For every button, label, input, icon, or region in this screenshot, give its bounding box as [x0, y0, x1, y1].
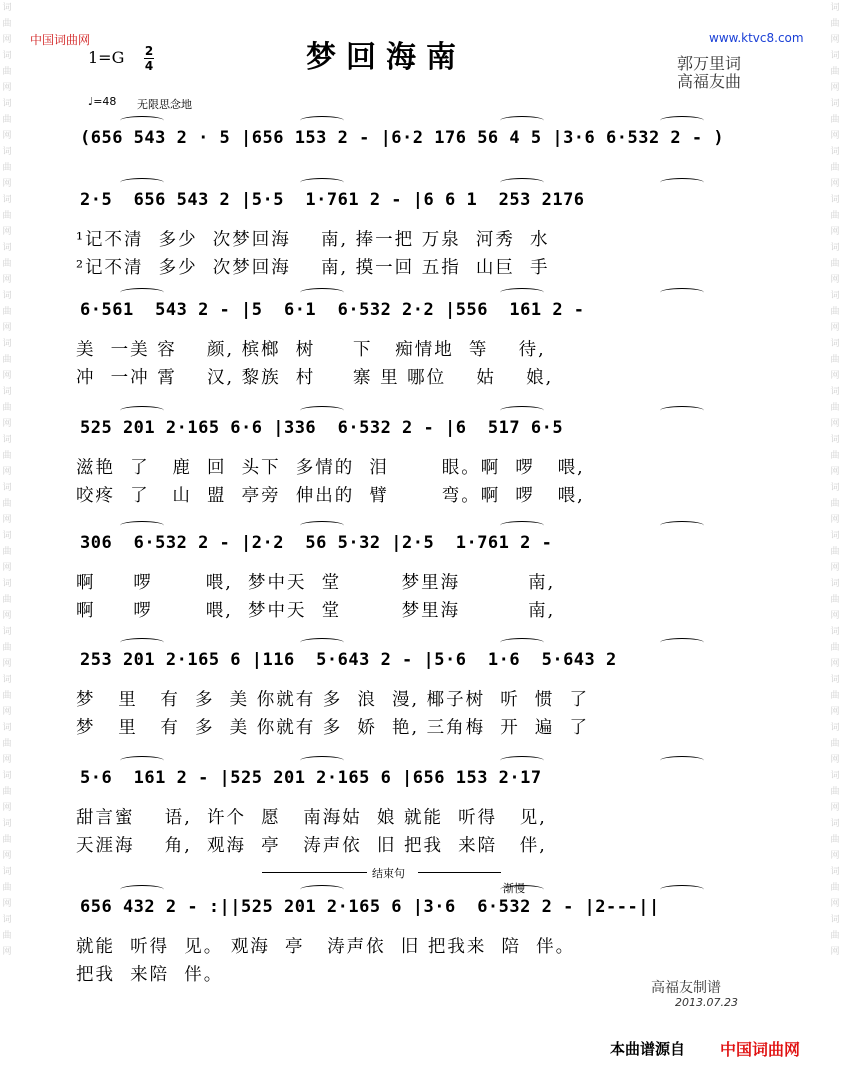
- watermark-char: 词: [2, 771, 12, 781]
- footer-site-link[interactable]: 中国词曲网: [720, 1040, 801, 1059]
- watermark-char: 词: [2, 675, 12, 685]
- watermark-char: 曲: [2, 547, 12, 557]
- slur-mark: [120, 885, 164, 894]
- watermark-char: 词: [830, 195, 840, 205]
- watermark-char: 词: [2, 339, 12, 349]
- watermark-char: 词: [2, 483, 12, 493]
- watermark-char: 曲: [2, 355, 12, 365]
- watermark-char: 曲: [2, 883, 12, 893]
- tempo-mark: ♩=48: [88, 95, 117, 108]
- ending-bracket-right: [418, 872, 501, 873]
- watermark-char: 网: [830, 227, 840, 237]
- watermark-char: 曲: [2, 211, 12, 221]
- slur-mark: [120, 521, 164, 530]
- notation-line: 656 432 2 - :||525 201 2·165 6 |3·6 6·532 2 - |2---||: [80, 897, 660, 917]
- watermark-char: 曲: [830, 787, 840, 797]
- watermark-char: 曲: [2, 499, 12, 509]
- watermark-char: 曲: [830, 451, 840, 461]
- watermark-char: 曲: [830, 595, 840, 605]
- watermark-char: 网: [2, 275, 12, 285]
- watermark-char: 曲: [830, 67, 840, 77]
- watermark-char: 曲: [2, 259, 12, 269]
- lyric-line: 梦 里 有 多 美 你就有 多 浪 漫, 椰子树 听 惯 了: [76, 690, 590, 710]
- slur-mark: [500, 638, 544, 647]
- slur-mark: [300, 885, 344, 894]
- watermark-char: 网: [2, 803, 12, 813]
- slur-mark: [500, 178, 544, 187]
- lyric-line: 天涯海 角, 观海 亭 涛声依 旧 把我 来陪 伴,: [76, 836, 547, 856]
- slur-mark: [120, 406, 164, 415]
- watermark-char: 网: [830, 131, 840, 141]
- expression-mark: 无限思念地: [137, 98, 192, 111]
- watermark-char: 网: [2, 35, 12, 45]
- watermark-char: 词: [830, 339, 840, 349]
- slur-mark: [300, 116, 344, 125]
- page-title: 梦回海南: [306, 40, 466, 75]
- slur-mark: [500, 756, 544, 765]
- watermark-char: 曲: [2, 163, 12, 173]
- watermark-char: 词: [830, 723, 840, 733]
- watermark-char: 词: [830, 771, 840, 781]
- slur-mark: [300, 638, 344, 647]
- watermark-char: 词: [830, 147, 840, 157]
- notation-line: 253 201 2·165 6 |116 5·643 2 - |5·6 1·6 5·643 2: [80, 650, 617, 670]
- watermark-char: 词: [830, 627, 840, 637]
- slur-mark: [120, 756, 164, 765]
- beam-guide: [82, 672, 742, 673]
- lyric-line: 冲 一冲 霄 汉, 黎族 村 寨 里 哪位 姑 娘,: [76, 368, 554, 388]
- notation-line: 2·5 656 543 2 |5·5 1·761 2 - |6 6 1 253 2176: [80, 190, 585, 210]
- lyric-line: 啊 啰 喂, 梦中天 堂 梦里海 南,: [76, 573, 556, 593]
- watermark-char: 曲: [830, 403, 840, 413]
- watermark-char: 网: [830, 35, 840, 45]
- slur-mark: [120, 116, 164, 125]
- watermark-char: 词: [830, 675, 840, 685]
- ending-bracket-left: [262, 872, 367, 873]
- watermark-char: 词: [830, 291, 840, 301]
- slur-mark: [120, 178, 164, 187]
- time-signature-top: 2: [144, 44, 154, 58]
- watermark-char: 词: [830, 387, 840, 397]
- slur-mark: [500, 521, 544, 530]
- watermark-char: 网: [830, 515, 840, 525]
- ending-label: 结束句: [372, 867, 405, 880]
- watermark-char: 网: [2, 323, 12, 333]
- watermark-char: 网: [2, 83, 12, 93]
- beam-guide: [82, 322, 742, 323]
- notation-line: 6·561 543 2 - |5 6·1 6·532 2·2 |556 161 2 -: [80, 300, 585, 320]
- watermark-char: 词: [830, 867, 840, 877]
- site-watermark-name: 中国词曲网: [30, 33, 91, 47]
- watermark-char: 网: [2, 851, 12, 861]
- slur-mark: [660, 178, 704, 187]
- watermark-char: 曲: [2, 451, 12, 461]
- lyric-line: 美 一美 容 颜, 槟榔 树 下 痴情地 等 待,: [76, 340, 546, 360]
- lyric-line: 把我 来陪 伴。: [76, 965, 224, 985]
- watermark-char: 词: [2, 627, 12, 637]
- slur-mark: [660, 521, 704, 530]
- watermark-char: 词: [2, 147, 12, 157]
- slur-mark: [300, 521, 344, 530]
- right-watermark-column: [828, 0, 842, 1085]
- composer-credit: 高福友曲: [677, 72, 742, 91]
- watermark-char: 曲: [830, 163, 840, 173]
- lyric-line: 梦 里 有 多 美 你就有 多 娇 艳, 三角梅 开 遍 了: [76, 718, 590, 738]
- lyricist-credit: 郭万里词: [677, 54, 742, 73]
- watermark-char: 网: [830, 275, 840, 285]
- watermark-char: 网: [2, 947, 12, 957]
- watermark-char: 词: [2, 387, 12, 397]
- watermark-char: 曲: [830, 115, 840, 125]
- slur-mark: [300, 288, 344, 297]
- notation-line: 306 6·532 2 - |2·2 56 5·32 |2·5 1·761 2 -: [80, 533, 553, 553]
- watermark-char: 曲: [2, 643, 12, 653]
- watermark-char: 词: [2, 291, 12, 301]
- slur-mark: [660, 116, 704, 125]
- watermark-char: 曲: [830, 643, 840, 653]
- watermark-char: 网: [2, 179, 12, 189]
- left-watermark-column: [0, 0, 14, 1085]
- watermark-char: 词: [830, 915, 840, 925]
- slur-mark: [660, 638, 704, 647]
- watermark-char: 网: [830, 899, 840, 909]
- watermark-char: 网: [2, 467, 12, 477]
- watermark-char: 词: [2, 915, 12, 925]
- watermark-char: 曲: [830, 835, 840, 845]
- watermark-char: 网: [830, 419, 840, 429]
- watermark-char: 网: [830, 467, 840, 477]
- lyric-line: 甜言蜜 语, 许个 愿 南海姑 娘 就能 听得 见,: [76, 808, 547, 828]
- watermark-char: 词: [830, 3, 840, 13]
- watermark-char: 曲: [2, 931, 12, 941]
- watermark-char: 网: [830, 179, 840, 189]
- watermark-char: 网: [2, 707, 12, 717]
- watermark-char: 网: [2, 419, 12, 429]
- slur-mark: [500, 288, 544, 297]
- watermark-char: 词: [830, 579, 840, 589]
- watermark-char: 曲: [830, 691, 840, 701]
- watermark-char: 网: [830, 851, 840, 861]
- watermark-char: 网: [830, 755, 840, 765]
- watermark-char: 词: [2, 3, 12, 13]
- watermark-char: 曲: [2, 691, 12, 701]
- beam-guide: [82, 212, 742, 213]
- watermark-char: 网: [830, 707, 840, 717]
- watermark-char: 词: [2, 723, 12, 733]
- footer-source-text: 本曲谱源自: [610, 1040, 686, 1058]
- watermark-char: 曲: [2, 307, 12, 317]
- watermark-char: 网: [2, 227, 12, 237]
- watermark-char: 曲: [2, 403, 12, 413]
- watermark-char: 网: [830, 323, 840, 333]
- time-signature-bottom: 4: [144, 59, 154, 73]
- lyric-line: ¹记不清 多少 次梦回海 南, 捧一把 万泉 河秀 水: [76, 230, 550, 250]
- watermark-char: 曲: [2, 67, 12, 77]
- beam-guide: [82, 555, 742, 556]
- lyric-line: ²记不清 多少 次梦回海 南, 摸一回 五指 山巨 手: [76, 258, 550, 278]
- watermark-char: 网: [2, 131, 12, 141]
- watermark-char: 网: [830, 611, 840, 621]
- watermark-char: 词: [2, 867, 12, 877]
- lyric-line: 滋艳 了 鹿 回 头下 多情的 泪 眼。啊 啰 喂,: [76, 458, 585, 478]
- slur-mark: [500, 116, 544, 125]
- watermark-char: 网: [2, 563, 12, 573]
- beam-guide: [82, 440, 742, 441]
- slur-mark: [660, 406, 704, 415]
- watermark-char: 曲: [2, 595, 12, 605]
- watermark-char: 网: [2, 611, 12, 621]
- watermark-char: 曲: [830, 883, 840, 893]
- lyric-line: 咬疼 了 山 盟 亭旁 伸出的 臂 弯。啊 啰 喂,: [76, 486, 585, 506]
- watermark-char: 网: [2, 371, 12, 381]
- slur-mark: [300, 756, 344, 765]
- watermark-char: 曲: [830, 355, 840, 365]
- watermark-char: 词: [2, 99, 12, 109]
- watermark-char: 曲: [830, 499, 840, 509]
- notation-line: (656 543 2 · 5 |656 153 2 - |6·2 176 56 4 5 |3·6 6·532 2 - ): [80, 128, 725, 148]
- beam-guide: [82, 919, 742, 920]
- slur-mark: [300, 178, 344, 187]
- watermark-char: 曲: [830, 547, 840, 557]
- watermark-char: 网: [2, 899, 12, 909]
- watermark-char: 词: [2, 51, 12, 61]
- watermark-char: 网: [830, 947, 840, 957]
- watermark-char: 词: [2, 819, 12, 829]
- slur-mark: [120, 638, 164, 647]
- beam-guide: [82, 790, 742, 791]
- watermark-char: 曲: [2, 19, 12, 29]
- watermark-char: 词: [830, 531, 840, 541]
- watermark-char: 曲: [830, 307, 840, 317]
- notation-line: 525 201 2·165 6·6 |336 6·532 2 - |6 517 6·5: [80, 418, 564, 438]
- lyric-line: 就能 听得 见。 观海 亭 涛声依 旧 把我来 陪 伴。: [76, 937, 576, 957]
- ritardando-label: 渐慢: [503, 882, 525, 895]
- watermark-char: 曲: [2, 835, 12, 845]
- key-signature: 1=G: [88, 48, 125, 67]
- watermark-char: 词: [2, 195, 12, 205]
- watermark-char: 词: [2, 579, 12, 589]
- slur-mark: [660, 885, 704, 894]
- watermark-char: 词: [2, 531, 12, 541]
- watermark-char: 曲: [830, 739, 840, 749]
- slur-mark: [120, 288, 164, 297]
- notation-line: 5·6 161 2 - |525 201 2·165 6 |656 153 2·17: [80, 768, 542, 788]
- watermark-char: 词: [830, 51, 840, 61]
- watermark-char: 词: [830, 243, 840, 253]
- slur-mark: [500, 406, 544, 415]
- watermark-char: 网: [830, 563, 840, 573]
- watermark-char: 曲: [830, 211, 840, 221]
- slur-mark: [660, 288, 704, 297]
- watermark-char: 曲: [2, 787, 12, 797]
- watermark-char: 网: [2, 755, 12, 765]
- watermark-char: 网: [830, 803, 840, 813]
- watermark-char: 曲: [2, 739, 12, 749]
- site-watermark-url: www.ktvc8.com: [709, 31, 804, 45]
- watermark-char: 词: [830, 483, 840, 493]
- watermark-char: 曲: [2, 115, 12, 125]
- transcriber-name: 高福友制谱: [651, 980, 721, 996]
- slur-mark: [660, 756, 704, 765]
- watermark-char: 词: [830, 819, 840, 829]
- watermark-char: 词: [2, 243, 12, 253]
- watermark-char: 网: [830, 83, 840, 93]
- transcription-date: 2013.07.23: [675, 996, 738, 1009]
- watermark-char: 网: [830, 371, 840, 381]
- slur-mark: [300, 406, 344, 415]
- watermark-char: 词: [830, 435, 840, 445]
- watermark-char: 曲: [830, 259, 840, 269]
- watermark-char: 网: [2, 659, 12, 669]
- watermark-char: 词: [830, 99, 840, 109]
- watermark-char: 网: [830, 659, 840, 669]
- watermark-char: 曲: [830, 19, 840, 29]
- watermark-char: 曲: [830, 931, 840, 941]
- lyric-line: 啊 啰 喂, 梦中天 堂 梦里海 南,: [76, 601, 556, 621]
- beam-guide: [82, 150, 742, 151]
- watermark-char: 网: [2, 515, 12, 525]
- watermark-char: 词: [2, 435, 12, 445]
